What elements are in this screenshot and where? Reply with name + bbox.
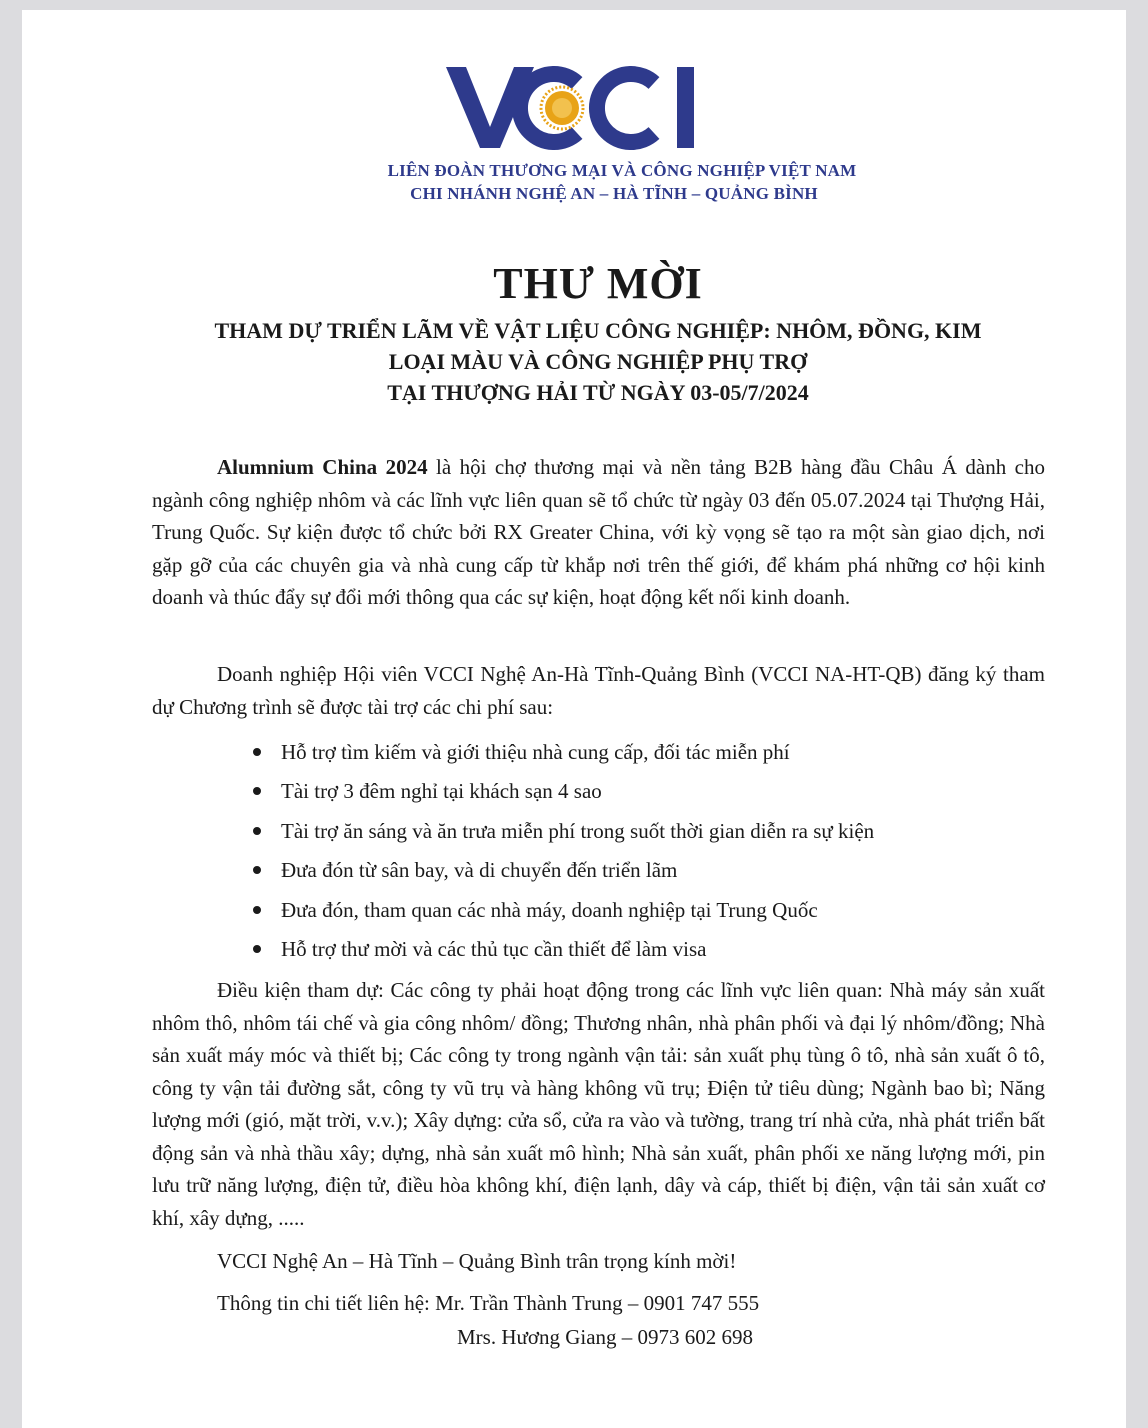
sun-icon xyxy=(541,87,583,129)
page-title: THƯ MỜI xyxy=(493,259,703,308)
benefit-text: Tài trợ ăn sáng và ăn trưa miễn phí trong suốt thời gian diễn ra sự kiện xyxy=(281,818,875,843)
contact-line-2: Mrs. Hương Giang – 0973 602 698 xyxy=(457,1325,754,1349)
intro-paragraph xyxy=(152,451,1045,614)
benefit-text: Hỗ trợ thư mời và các thủ tục cần thiết để làm visa xyxy=(281,936,707,961)
list-item xyxy=(152,733,1045,772)
subtitle-line-2: LOẠI MÀU VÀ CÔNG NGHIỆP PHỤ TRỢ xyxy=(388,349,808,374)
benefit-text: Đưa đón từ sân bay, và di chuyển đến triển lãm xyxy=(281,858,678,883)
vcci-logo xyxy=(22,65,1126,155)
bullet-icon xyxy=(253,787,261,795)
contact-line-1: Thông tin chi tiết liên hệ: Mr. Trần Thành Trung – 0901 747 555 xyxy=(217,1291,760,1315)
vcci-logo-graphic xyxy=(444,65,704,150)
bullet-icon xyxy=(253,827,261,835)
subtitle-line-3: TẠI THƯỢNG HẢI TỪ NGÀY 03-05/7/2024 xyxy=(387,380,809,405)
benefits-list xyxy=(152,733,1045,969)
bullet-icon xyxy=(253,945,261,953)
list-item xyxy=(152,930,1045,969)
list-item xyxy=(152,772,1045,811)
event-name: Alumnium China 2024 xyxy=(217,455,428,479)
bullet-icon xyxy=(253,906,261,914)
conditions-paragraph: Điều kiện tham dự: Các công ty phải hoạt động trong các lĩnh vực liên quan: Nhà máy sản xuất nhôm thô, nhôm tái chế và gia công nhôm/ đồng; Thương nhân, nhà phân phối và đại lý nhôm/đồng; Nhà sản xuất máy móc và thiết bị; Các công ty trong ngành vận tải: sản xuất phụ tùng ô tô, nhà sản xuất ô tô, công ty vận tải đường sắt, công ty vũ trụ và hàng không vũ trụ; Điện tử tiêu dùng; Ngành bao bì; Năng lượng mới (gió, mặt trời, v.v.); Xây dựng: cửa sổ, cửa ra vào và tường, trang trí nhà cửa, nhà phát triển bất động sản và nhà thầu xây; dựng, nhà sản xuất mô hình; Nhà sản xuất, phân phối xe năng lượng mới, pin lưu trữ năng lượng, điện tử, điều hòa không khí, điện lạnh, dây và cáp, thiết bị điện, vận tải sản xuất cơ khí, xây dựng, ..... xyxy=(152,978,1045,1230)
intro-text: là hội chợ thương mại và nền tảng B2B hàng đầu Châu Á dành cho ngành công nghiệp nhôm và các lĩnh vực liên quan sẽ tổ chức từ ngày 03 đến 05.07.2024 tại Thượng Hải, Trung Quốc. Sự kiện được tổ chức bởi RX Greater China, với kỳ vọng sẽ tạo ra một sàn giao dịch, nơi gặp gỡ của các chuyên gia và nhà cung cấp từ khắp nơi trên thế giới, để khám phá những cơ hội kinh doanh và thúc đẩy sự đổi mới thông qua các sự kiện, hoạt động kết nối kinh doanh. xyxy=(152,455,1045,609)
org-name: LIÊN ĐOÀN THƯƠNG MẠI VÀ CÔNG NGHIỆP VIỆT NAM xyxy=(387,161,857,180)
benefit-text: Tài trợ 3 đêm nghỉ tại khách sạn 4 sao xyxy=(281,779,602,804)
benefit-text: Hỗ trợ tìm kiếm và giới thiệu nhà cung cấp, đối tác miễn phí xyxy=(281,740,790,764)
bullet-icon xyxy=(253,866,261,874)
sponsorship-intro: Doanh nghiệp Hội viên VCCI Nghệ An-Hà Tĩnh-Quảng Bình (VCCI NA-HT-QB) đăng ký tham dự Chương trình sẽ được tài trợ các chi phí sau: xyxy=(152,662,1045,719)
subtitle-line-1: THAM DỰ TRIỂN LÃM VỀ VẬT LIỆU CÔNG NGHIỆP: NHÔM, ĐỒNG, KIM xyxy=(214,318,982,343)
org-branch: CHI NHÁNH NGHỆ AN – HÀ TĨNH – QUẢNG BÌNH xyxy=(410,184,818,203)
list-item xyxy=(152,812,1045,851)
list-item xyxy=(152,891,1045,930)
list-item xyxy=(152,851,1045,890)
benefit-text: Đưa đón, tham quan các nhà máy, doanh nghiệp tại Trung Quốc xyxy=(281,897,818,922)
bullet-icon xyxy=(253,748,261,756)
letter-page xyxy=(22,10,1126,1428)
closing-line: VCCI Nghệ An – Hà Tĩnh – Quảng Bình trân trọng kính mời! xyxy=(217,1249,737,1273)
